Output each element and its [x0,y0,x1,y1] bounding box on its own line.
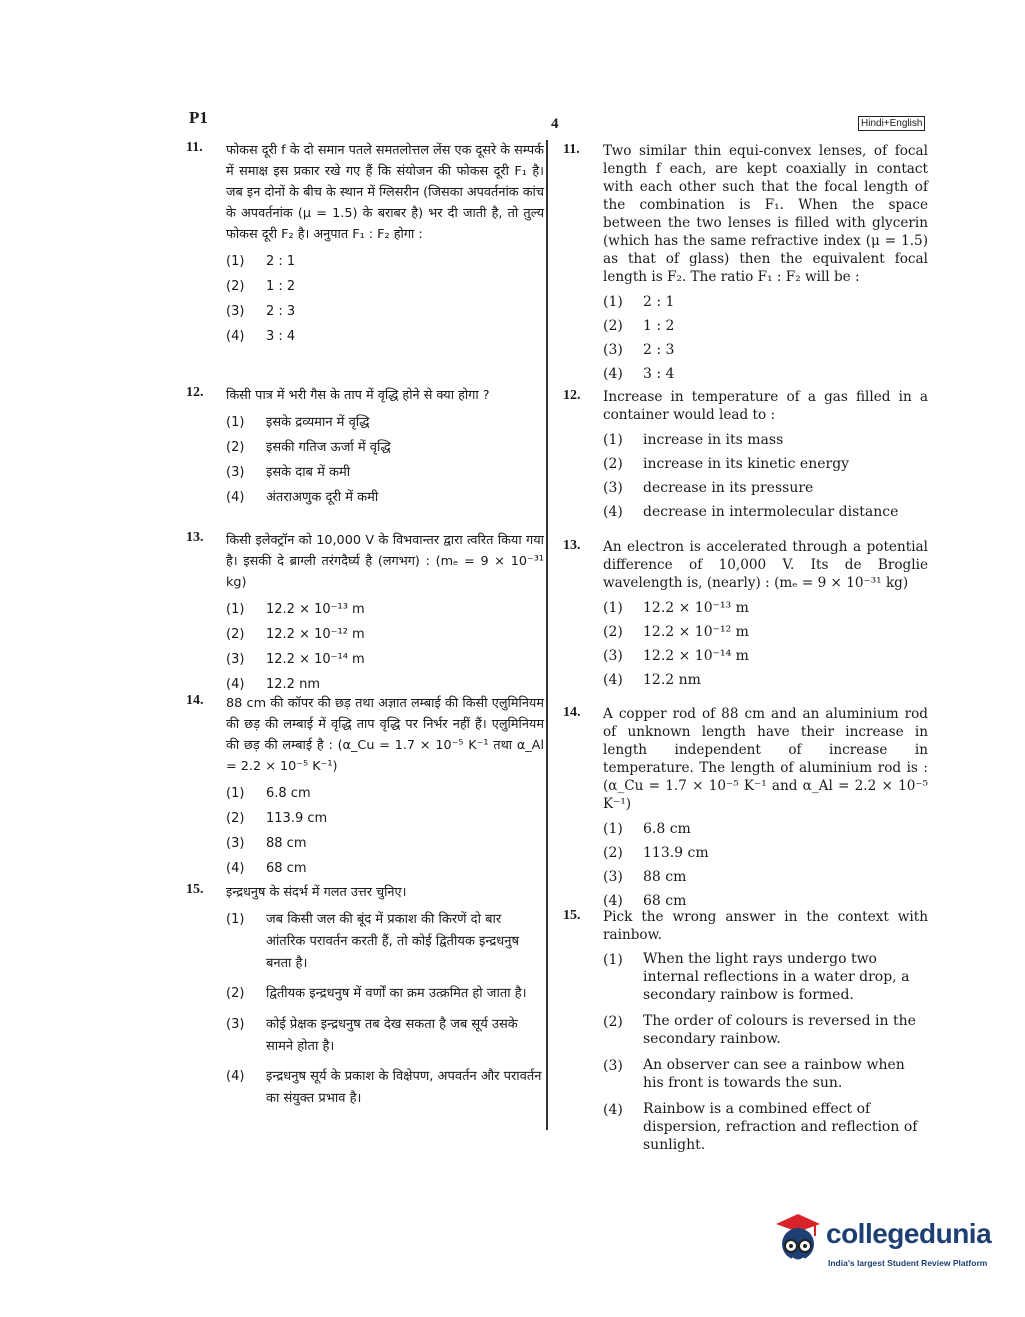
hindi-question-12 [186,385,544,510]
question-number: 13. [186,530,204,545]
option[interactable]: (2) द्वितीयक इन्द्रधनुष में वर्णों का क्रम उत्क्रमित हो जाता है। [226,986,527,1001]
option[interactable]: (4) 3 : 4 [226,329,296,344]
option[interactable]: (3) 2 : 3 [226,304,296,319]
question-number: 14. [563,705,581,720]
question-text: इन्द्रधनुष के संदर्भ में गलत उत्तर चुनिए। [226,885,407,900]
logo-brand: collegedunia [826,1218,992,1249]
question-text: 88 cm की कॉपर की छड़ तथा अज्ञात लम्बाई की किसी एलुमिनियम की छड़ की लम्बाई में वृद्धि ताप वृद्धि पर निर्भर नहीं हैं। एलुमिनियम की छड़ की लम्बाई है : (α_Cu = 1.7 × 10⁻⁵ K⁻¹ तथा α_Al = 2.2 × 10⁻⁵ K⁻¹) [226,696,544,774]
options-list [603,428,928,524]
question-text: किसी इलेक्ट्रॉन को 10,000 V के विभवान्तर द्वारा त्वरित किया गया है। इसकी दे ब्राग्ली तरंगदैर्घ्य है (लगभग) : (mₑ = 9 × 10⁻³¹ kg) [226,533,544,590]
option[interactable]: (1) जब किसी जल की बूंद में प्रकाश की किरणें दो बार आंतरिक परावर्तन करती हैं, तो कोई द्वितीयक इन्द्रधनुष बनता है। [226,912,520,971]
option[interactable]: (4) Rainbow is a combined effect of dispersion, refraction and reflection of sunlight. [603,1101,918,1153]
options-list [603,596,928,692]
option[interactable]: (4) इन्द्रधनुष सूर्य के प्रकाश के विक्षेपण, अपवर्तन और परावर्तन का संयुक्त प्रभाव है। [226,1069,542,1106]
option[interactable]: (4) decrease in intermolecular distance [603,504,899,520]
option[interactable]: (1) increase in its mass [603,432,784,448]
collegedunia-logo[interactable] [770,1210,990,1280]
question-text: फोकस दूरी f के दो समान पतले समतलोत्तल लेंस एक दूसरे के सम्पर्क में समाक्ष इस प्रकार रखे गए हैं कि संयोजन की फोकस दूरी F₁ है। जब इन दोनों के बीच के स्थान में ग्लिसरीन (जिसका अपवर्तनांक कांच के अपवर्तनांक (μ = 1.5) के बराबर है) भर दी जाती है, तो तुल्य फोकस दूरी F₂ है। अनुपात F₁ : F₂ होगा : [226,143,544,242]
option[interactable]: (2) 12.2 × 10⁻¹² m [603,624,749,640]
option[interactable]: (2) increase in its kinetic energy [603,456,850,472]
option[interactable]: (3) An observer can see a rainbow when his front is towards the sun. [603,1057,905,1091]
hindi-question-11 [186,140,544,349]
option[interactable]: (1) 12.2 × 10⁻¹³ m [603,600,749,616]
option[interactable]: (3) 12.2 × 10⁻¹⁴ m [603,648,749,664]
question-number: 15. [186,882,204,897]
hindi-question-14 [186,693,544,881]
question-number: 12. [563,388,581,403]
hindi-question-15 [186,882,544,1116]
option[interactable]: (3) 88 cm [603,869,687,885]
option[interactable]: (3) 88 cm [226,836,307,851]
option[interactable]: (2) 1 : 2 [603,318,675,334]
option[interactable]: (4) 68 cm [603,893,687,909]
option[interactable]: (1) 6.8 cm [226,786,311,801]
question-text: किसी पात्र में भरी गैस के ताप में वृद्धि होने से क्या होगा ? [226,388,490,403]
option[interactable]: (2) 12.2 × 10⁻¹² m [226,627,365,642]
options-list [603,817,928,913]
option[interactable]: (1) When the light rays undergo two internal reflections in a water drop, a secondary rainbow is formed. [603,951,910,1003]
question-number: 15. [563,908,581,923]
question-number: 13. [563,538,581,553]
option[interactable]: (3) कोई प्रेक्षक इन्द्रधनुष तब देख सकता है जब सूर्य उसके सामने होता है। [226,1017,518,1054]
option[interactable]: (2) 113.9 cm [226,811,328,826]
option[interactable]: (1) 12.2 × 10⁻¹³ m [226,602,365,617]
set-code: P1 [189,108,208,127]
english-question-15 [563,908,928,1160]
mascot-icon [770,1210,826,1274]
option[interactable]: (2) इसकी गतिज ऊर्जा में वृद्धि [226,440,391,455]
language-tag: Hindi+English [858,116,925,131]
question-number: 11. [186,140,203,155]
options-list [226,907,544,1110]
question-number: 12. [186,385,204,400]
english-question-12 [563,388,928,524]
option[interactable]: (3) 2 : 3 [603,342,675,358]
hindi-question-13 [186,530,544,697]
option[interactable]: (4) 12.2 nm [226,677,320,692]
option[interactable]: (1) 2 : 1 [603,294,675,310]
option[interactable]: (4) 3 : 4 [603,366,675,382]
option[interactable]: (4) अंतराअणुक दूरी में कमी [226,490,379,505]
option[interactable]: (3) 12.2 × 10⁻¹⁴ m [226,652,365,667]
option[interactable]: (3) इसके दाब में कमी [226,465,351,480]
english-question-14 [563,705,928,913]
option[interactable]: (2) 113.9 cm [603,845,709,861]
option[interactable]: (1) 2 : 1 [226,254,296,269]
question-text: Increase in temperature of a gas filled in a container would lead to : [603,389,928,423]
options-list [226,249,544,349]
question-text: Two similar thin equi-convex lenses, of focal length f each, are kept coaxially in contact with each other such that the focal length of the combination is F₁. When the space between the two lenses is filled with glycerin (which has the same refractive index (μ = 1.5) as that of glass) then the equivalent focal length is F₂. The ratio F₁ : F₂ will be : [603,143,928,285]
options-list [226,597,544,697]
question-number: 11. [563,142,580,157]
question-text: An electron is accelerated through a potential difference of 10,000 V. Its de Broglie wavelength is, (nearly) : (mₑ = 9 × 10⁻³¹ kg) [603,539,928,591]
question-text: A copper rod of 88 cm and an aluminium rod of unknown length have their increase in length independent of increase in temperature. The length of aluminium rod is : (α_Cu = 1.7 × 10⁻⁵ K⁻¹ and α_Al = 2.2 × 10⁻⁵ K⁻¹) [603,706,928,812]
english-question-11 [563,142,928,386]
question-text: Pick the wrong answer in the context with rainbow. [603,909,928,943]
option[interactable]: (3) decrease in its pressure [603,480,814,496]
options-list [603,290,928,386]
options-list [603,948,928,1154]
option[interactable]: (1) 6.8 cm [603,821,691,837]
option[interactable]: (4) 68 cm [226,861,307,876]
logo-tagline: India's largest Student Review Platform [828,1258,988,1268]
option[interactable]: (4) 12.2 nm [603,672,701,688]
options-list [226,781,544,881]
question-number: 14. [186,693,204,708]
page-number: 4 [551,116,559,132]
english-question-13 [563,538,928,692]
option[interactable]: (1) इसके द्रव्यमान में वृद्धि [226,415,370,430]
options-list [226,410,544,510]
option[interactable]: (2) The order of colours is reversed in the secondary rainbow. [603,1013,916,1047]
column-divider [546,140,548,1130]
option[interactable]: (2) 1 : 2 [226,279,296,294]
